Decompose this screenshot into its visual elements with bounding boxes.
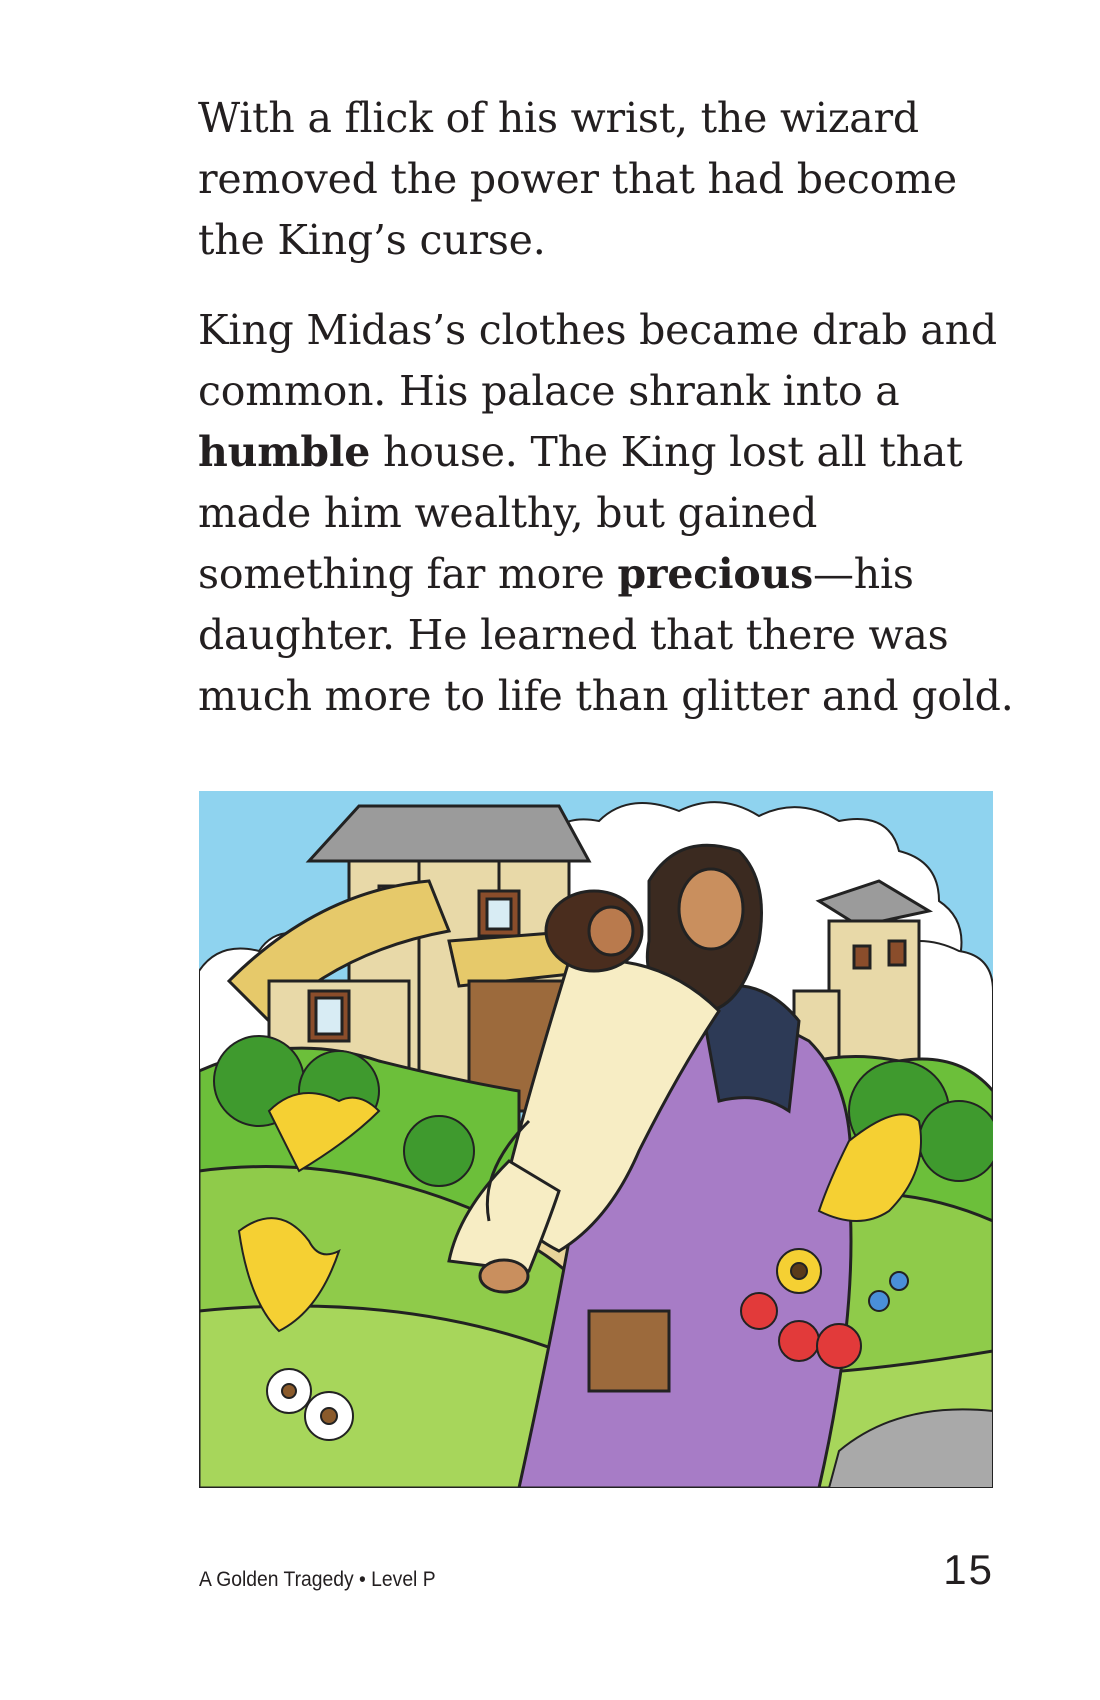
text-run: something far more (198, 550, 618, 598)
story-illustration (199, 791, 993, 1488)
text-line: removed the power that had become (198, 155, 957, 203)
text-line (198, 544, 998, 605)
page-number: 15 (943, 1546, 994, 1593)
vocab-word-humble: humble (198, 428, 371, 476)
text-line: With a flick of his wrist, the wizard (198, 94, 919, 142)
paragraph-2 (198, 300, 1014, 727)
text-line: common. His palace shrank into a (198, 367, 900, 415)
text-line: made him wealthy, but gained (198, 489, 818, 537)
text-line: the King’s curse. (198, 216, 546, 264)
text-run: —his (813, 550, 914, 598)
footer-book-title: A Golden Tragedy • Level P (199, 1568, 436, 1591)
text-line: King Midas’s clothes became drab and (198, 306, 997, 354)
paragraph-1 (198, 88, 998, 271)
text-line: daughter. He learned that there was (198, 611, 949, 659)
text-line: much more to life than glitter and gold. (198, 672, 1014, 720)
text-run: house. The King lost all that (370, 428, 963, 476)
vocab-word-precious: precious (617, 550, 813, 598)
text-line (198, 422, 998, 483)
